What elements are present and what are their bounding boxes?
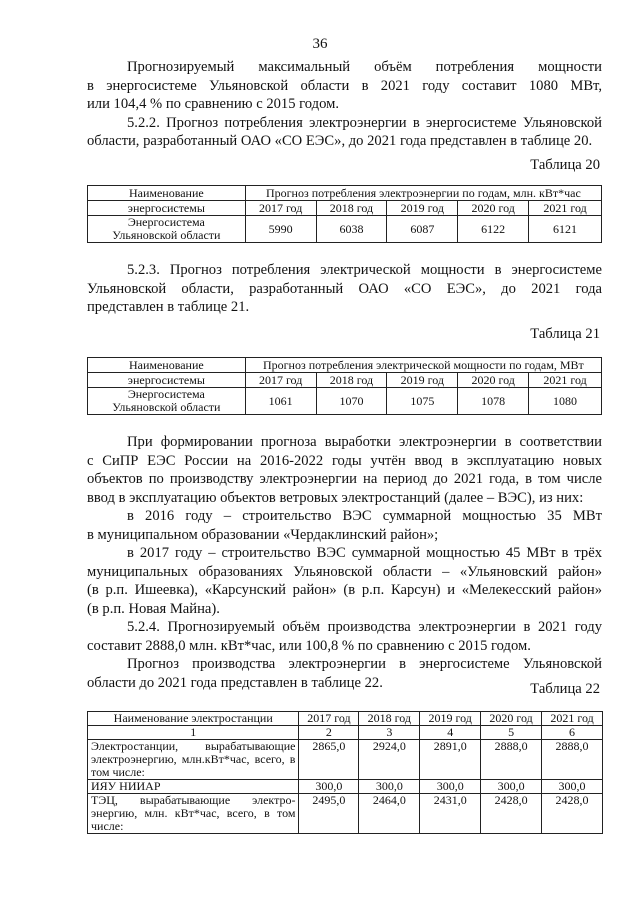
table-cell: 300,0 — [359, 780, 420, 794]
row-name-line: Энергосистема — [127, 387, 205, 401]
table-22 — [87, 711, 603, 834]
year-header: 2020 год — [458, 373, 529, 388]
paragraph-line: 5.2.4. Прогнозируемый объём производства электроэнергии в 2021 году — [127, 619, 602, 635]
year-header: 2019 год — [387, 201, 458, 216]
table-cell: 2865,0 — [299, 740, 359, 780]
paragraph-line: представлен в таблице 21. — [87, 299, 250, 315]
table-cell: 2428,0 — [542, 794, 603, 834]
table-21 — [87, 357, 602, 415]
table-cell: 2888,0 — [481, 740, 542, 780]
table-20-caption: Таблица 20 — [530, 157, 600, 173]
table-cell: 2924,0 — [359, 740, 420, 780]
column-number: 2 — [299, 726, 359, 740]
table-cell: 2428,0 — [481, 794, 542, 834]
paragraph-line: области, разработанный ОАО «СО ЕЭС», до 2021 года представлен в таблице 20. — [87, 133, 593, 149]
paragraph-line: в 2016 году – строительство ВЭС суммарной мощностью 35 МВт — [127, 508, 602, 524]
year-header: 2021 год — [529, 373, 602, 388]
paragraph-line: объектов по производству электроэнергии на период до 2021 года, в том числе — [87, 471, 602, 487]
table-cell: 1080 — [529, 388, 602, 415]
column-number: 6 — [542, 726, 603, 740]
group-header: Прогноз потребления электрической мощности по годам, МВт — [245, 358, 601, 373]
column-number: 5 — [481, 726, 542, 740]
paragraph-line: в 2017 году – строительство ВЭС суммарной мощностью 45 МВт в трёх — [127, 545, 602, 561]
paragraph-line: области до 2021 года представлен в таблице 22. — [87, 674, 383, 691]
table-cell: 2464,0 — [359, 794, 420, 834]
paragraph-line: ввод в эксплуатацию объектов ветровых электростанций (далее – ВЭС), из них: — [87, 489, 584, 506]
table-cell: 6121 — [529, 216, 602, 243]
table-cell: 1070 — [316, 388, 387, 415]
name-header: энергосистемы — [88, 373, 246, 388]
page-number: 36 — [312, 36, 328, 52]
name-header: энергосистемы — [88, 201, 246, 216]
row-name — [88, 388, 246, 415]
paragraph-line: Ульяновской области, разработанный ОАО «СО ЕЭС», до 2021 года — [87, 280, 602, 297]
group-header: Прогноз потребления электроэнергии по годам, млн. кВт*час — [245, 186, 601, 201]
paragraph-line: Прогнозируемый максимальный объём потребления мощности — [127, 59, 602, 75]
table-20 — [87, 185, 602, 243]
table-cell: 6122 — [458, 216, 529, 243]
table-cell: 2891,0 — [420, 740, 481, 780]
table-cell: 1061 — [245, 388, 316, 415]
row-name-line: Ульяновской области — [112, 400, 221, 414]
table-21-caption: Таблица 21 — [530, 326, 600, 342]
year-header: 2019 год — [420, 712, 481, 726]
table-cell: 300,0 — [481, 780, 542, 794]
paragraph-line: в муниципальном образовании «Чердаклинский район»; — [87, 526, 439, 543]
year-header: 2017 год — [245, 201, 316, 216]
paragraph-line: с СиПР ЕЭС России на 2016-2022 годы учтён ввод в эксплуатацию новых — [87, 452, 602, 469]
paragraph-line: 5.2.2. Прогноз потребления электроэнергии в энергосистеме Ульяновской — [127, 114, 602, 131]
paragraph-line: (в р.п. Новая Майна). — [87, 600, 220, 617]
year-header: 2017 год — [245, 373, 316, 388]
name-header: Наименование электростанции — [88, 712, 299, 726]
table-cell: 6087 — [387, 216, 458, 243]
row-name: Электростанции, вырабатывающие электроэнергию, млн.кВт*час, всего, в том числе: — [88, 740, 299, 780]
table-cell: 300,0 — [299, 780, 359, 794]
row-name-line: Ульяновской области — [112, 228, 221, 242]
year-header: 2018 год — [316, 201, 387, 216]
paragraph-line: (в р.п. Ишеевка), «Карсунский район» (в р.п. Карсун) и «Мелекесский район» — [87, 582, 602, 598]
year-header: 2018 год — [359, 712, 420, 726]
year-header: 2018 год — [316, 373, 387, 388]
year-header: 2020 год — [458, 201, 529, 216]
paragraph-line: Прогноз производства электроэнергии в энергосистеме Ульяновской — [127, 656, 602, 672]
paragraph-line: в энергосистеме Ульяновской области в 2021 году составит 1080 МВт, — [87, 77, 602, 94]
row-name-line: Энергосистема — [127, 215, 205, 229]
row-name: ИЯУ НИИАР — [88, 780, 299, 794]
paragraph-line: муниципальных образованиях Ульяновской области – «Ульяновский район» — [87, 563, 602, 580]
paragraph-line: составит 2888,0 млн. кВт*час, или 100,8 % по сравнению с 2015 годом. — [87, 637, 531, 654]
table-22-caption: Таблица 22 — [530, 681, 600, 697]
table-cell: 300,0 — [420, 780, 481, 794]
table-cell: 5990 — [245, 216, 316, 243]
year-header: 2020 год — [481, 712, 542, 726]
table-cell: 2431,0 — [420, 794, 481, 834]
table-cell: 1078 — [458, 388, 529, 415]
row-name: ТЭЦ, вырабатывающие электро-энергию, млн. кВт*час, всего, в том числе: — [88, 794, 299, 834]
year-header: 2017 год — [299, 712, 359, 726]
name-header: Наименование — [88, 186, 246, 201]
table-cell: 6038 — [316, 216, 387, 243]
table-cell: 300,0 — [542, 780, 603, 794]
table-cell: 2495,0 — [299, 794, 359, 834]
table-cell: 2888,0 — [542, 740, 603, 780]
year-header: 2019 год — [387, 373, 458, 388]
paragraph-line: 5.2.3. Прогноз потребления электрической мощности в энергосистеме — [127, 262, 602, 278]
paragraph-line: При формировании прогноза выработки электроэнергии в соответствии — [127, 434, 602, 450]
table-cell: 1075 — [387, 388, 458, 415]
column-number: 3 — [359, 726, 420, 740]
year-header: 2021 год — [542, 712, 603, 726]
column-number: 1 — [88, 726, 299, 740]
name-header: Наименование — [88, 358, 246, 373]
column-number: 4 — [420, 726, 481, 740]
row-name — [88, 216, 246, 243]
paragraph-line: или 104,4 % по сравнению с 2015 годом. — [87, 96, 339, 112]
year-header: 2021 год — [529, 201, 602, 216]
